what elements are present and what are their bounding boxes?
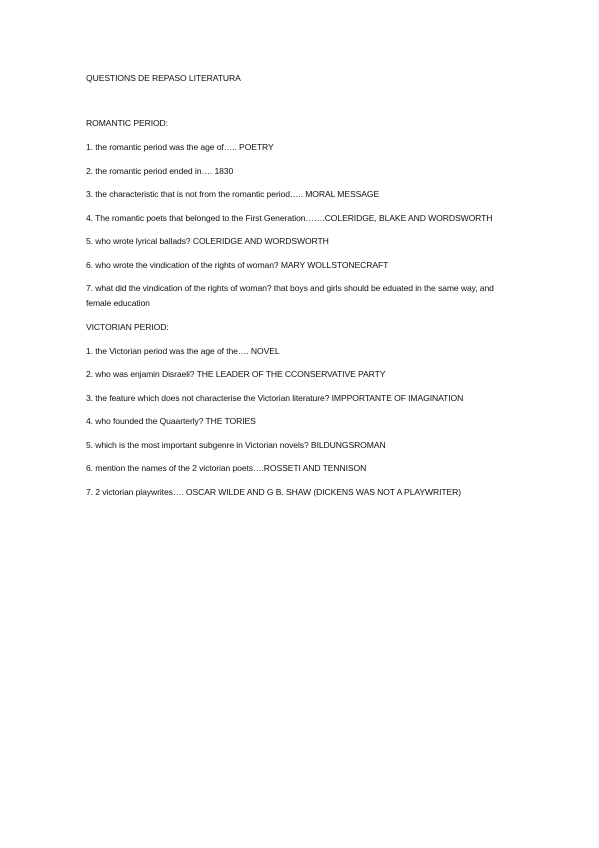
- question-item: 7. what did the vindication of the rights of woman? that boys and girls should be eduated in the same way, and female education: [86, 283, 494, 308]
- question-item: 7. 2 victorian playwrites…. OSCAR WILDE AND G B. SHAW (DICKENS WAS NOT A PLAYWRITER): [86, 486, 462, 497]
- section-heading: VICTORIAN PERIOD:: [86, 321, 169, 332]
- question-item: 2. the romantic period ended in…. 1830: [86, 165, 234, 176]
- question-item: 6. mention the names of the 2 victorian poets….ROSSETI AND TENNISON: [86, 463, 367, 473]
- question-item: 1. the romantic period was the age of….. POETRY: [86, 142, 274, 152]
- question-item: 5. which is the most important subgenre in Victorian novels? BILDUNGSROMAN: [86, 439, 386, 450]
- question-item: 4. The romantic poets that belonged to the First Generation…….COLERIDGE, BLAKE AND WORDSWORTH: [86, 212, 493, 223]
- question-item: 3. the feature which does not characterise the Victorian literature? IMPPORTANTE OF IMAGINATION: [86, 392, 464, 403]
- question-item: 3. the characteristic that is not from the romantic period….. MORAL MESSAGE: [86, 189, 380, 199]
- question-item: 2. who was enjamin Disraeli? THE LEADER OF THE CCONSERVATIVE PARTY: [86, 369, 386, 379]
- section-heading: ROMANTIC PERIOD:: [86, 118, 168, 128]
- section-romantic-period: [86, 116, 516, 311]
- section-victorian-period: [86, 320, 516, 500]
- question-list: [86, 140, 516, 311]
- question-item: 5. who wrote lyrical ballads? COLERIDGE AND WORDSWORTH: [86, 236, 329, 246]
- document-title: QUESTIONS DE REPASO LITERATURA: [86, 73, 241, 83]
- question-item: 4. who founded the Quaarterly? THE TORIES: [86, 416, 256, 426]
- question-item: 6. who wrote the vindication of the rights of woman? MARY WOLLSTONECRAFT: [86, 259, 389, 270]
- document-content: [86, 71, 516, 508]
- question-item: 1. the Victorian period was the age of the…. NOVEL: [86, 345, 280, 356]
- question-list: [86, 344, 516, 500]
